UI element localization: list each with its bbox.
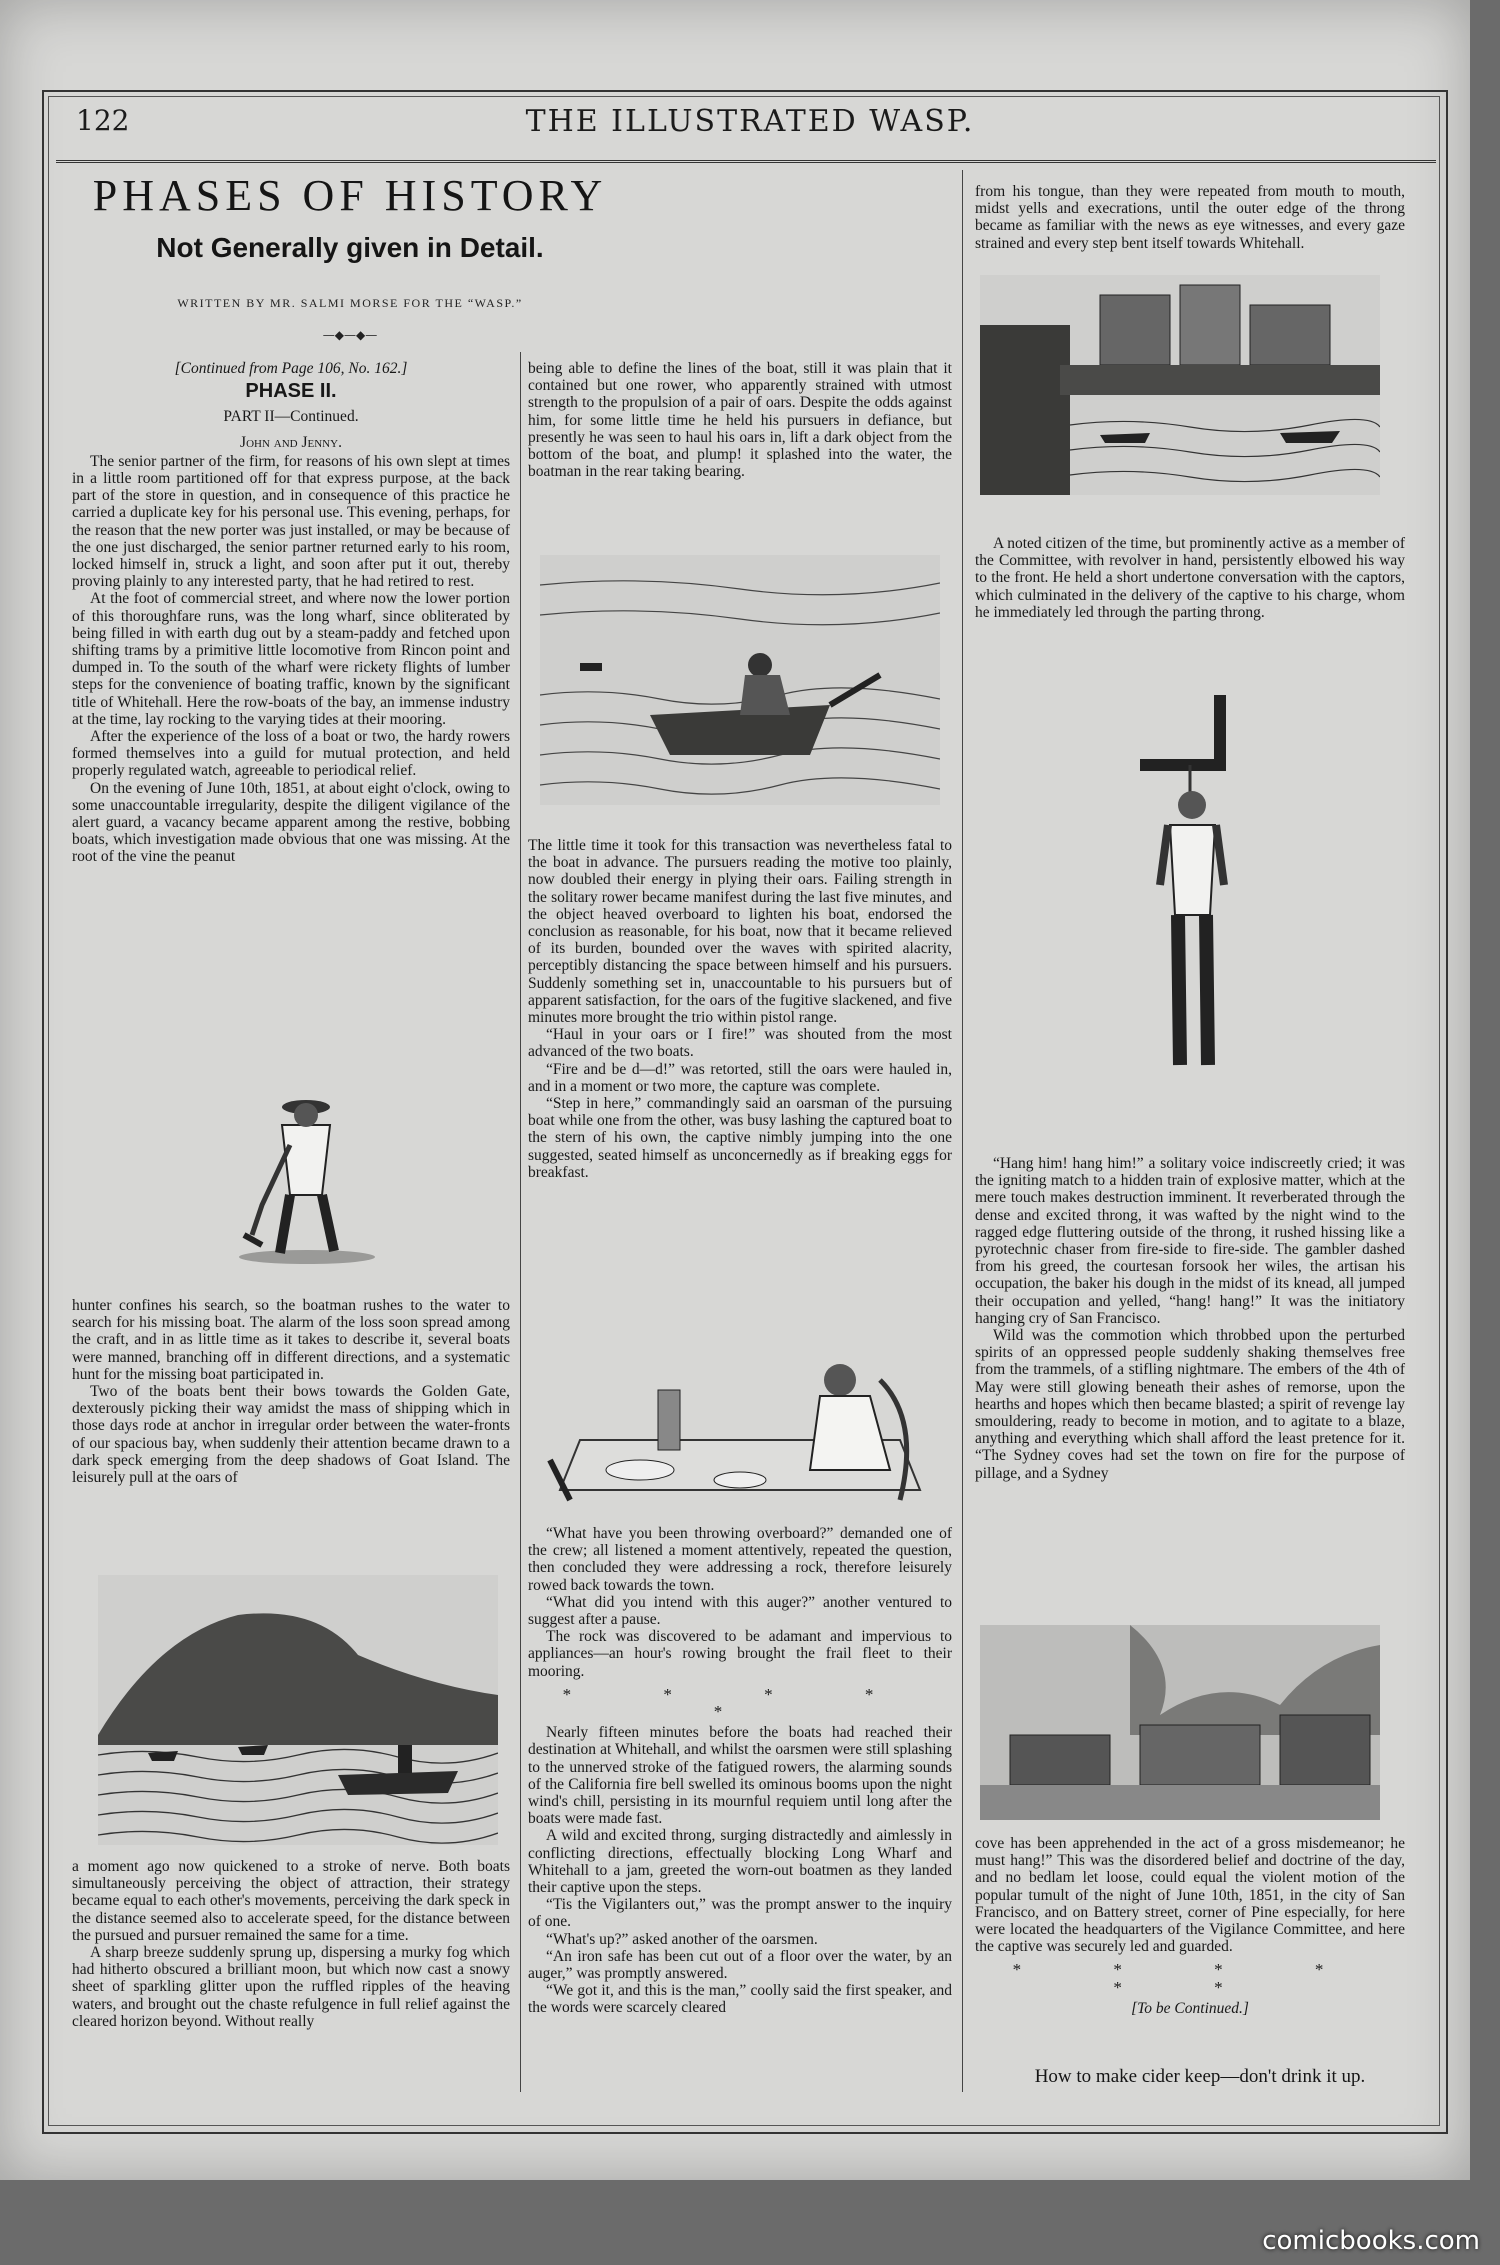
paragraph: “An iron safe has been cut out of a floor over the water, by an auger,” was promptly answered. — [528, 1947, 952, 1983]
paragraph: being able to define the lines of the boat, still it was plain that it contained but one rower, who apparently strained with utmost strength to the propulsion of a pair of oars. Despite the odds against him, for some little time he held his pursuers in defiance, but presently he was seen to haul his oars in, lift a dark object from the bottom of the boat, and plump! it splashed into the water, the boatman in the rear taking bearing. — [528, 360, 952, 481]
paragraph: Wild was the commotion which throbbed upon the perturbed spirits of an oppressed people suddenly shaking themselves free from the trammels, of a stifling nightmare. The embers of the 4th of May were still glowing beneath their ashes of remorse, upon the hearths and hopes which then became blasted; a spirit of revenge lay smouldering, ready to become in motion, and to agitate to a blaze, anything and everything which shall afford the least pretence for it. “The Sydney coves had set the town on fire for the purpose of pillage, and a Sydney — [975, 1327, 1405, 1482]
continued-from: [Continued from Page 106, No. 162.] — [174, 360, 408, 377]
paragraph: “We got it, and this is the man,” coolly said the first speaker, and the words were scarcely cleared — [528, 1982, 952, 2017]
column-2 — [528, 360, 952, 480]
paragraph: cove has been apprehended in the act of a gross misdemeanor; he must hang!” This was the disordered belief and doctrine of the day, and no bedlam let loose, could equal the violent motion of the popular tumult of the night of June 10th, 1851, in the city of San Francisco, and on Battery street, corner of Pine especially, for here were located the headquarters of the Vigilance Committee, and here the captive was securely led and guarded. — [975, 1835, 1405, 1956]
paragraph: On the evening of June 10th, 1851, at about eight o'clock, owing to some unaccountable irregularity, despite the diligent vigilance of the alert guard, a vacancy became apparent among the restive, bobbing boats, which investigation made obvious that one was missing. At the root of the vine the peanut — [72, 779, 510, 866]
article-subtitle: Not Generally given in Detail. — [156, 232, 544, 263]
paragraph: The rock was discovered to be adamant and impervious to appliances—an hour's rowing brought the frail fleet to their mooring. — [528, 1628, 952, 1680]
paragraph: “What have you been throwing overboard?” demanded one of the crew; all listened a moment attentively, repeated the question, then concluded they were addressing a rock, therefore leisurely rowed back towards the town. — [528, 1525, 952, 1594]
section-break-stars: * * * * * * — [1012, 1960, 1368, 1997]
column-3 — [975, 183, 1405, 252]
column-3-middle — [975, 1155, 1405, 1482]
article-title: PHASES OF HISTORY — [92, 171, 608, 220]
column-3-continued — [975, 535, 1405, 621]
page-number: 122 — [76, 104, 130, 137]
paragraph: A noted citizen of the time, but prominently active as a member of the Committee, with revolver in hand, persistently elbowed his way to the front. He held a short undertone conversation with the captors, which culminated in the delivery of the captive to his charge, whom he immediately led through the parting throng. — [975, 535, 1405, 621]
column-3-bottom — [975, 1835, 1405, 2017]
paragraph: A wild and excited throng, surging distractedly and aimlessly in conflicting directions, effectually blocking Long Wharf and Whitehall to a jam, greeted the worn-out boatmen as they landed their captive upon the steps. — [528, 1827, 952, 1897]
woman-at-breakfast-illustration — [540, 1340, 940, 1515]
paragraph: At the foot of commercial street, and where now the lower portion of this thoroughfare runs, was the long wharf, since obliterated by being filled in with earth dug out by a steam-paddy and fetched upon shifting trams by a primitive little locomotive from Rincon point and dumped in. To the south of the wharf were rickety flights of lumber steps for the convenience of boating traffic, known by the significant title of Whitehall. Here the row-boats of the bay, an immense industry at the time, lay rocking to the varying tides at their mooring. — [72, 590, 510, 728]
column-1-bottom — [72, 1858, 510, 2030]
paragraph: A sharp breeze suddenly sprung up, dispersing a murky fog which had hitherto obscured a brilliant moon, but which now cast a snowy sheet of sparkling glitter upon the ruffled ripples of the heaving waters, and brought out the chaste refulgence in full relief against the cleared horizon beyond. Without really — [72, 1944, 510, 2030]
paragraph: The senior partner of the firm, for reasons of his own slept at times in a little room partitioned off for that express purpose, at the back part of the store in question, and in consequence of this practice he carried a duplicate key for his personal use. This evening, perhaps, for the reason that the new porter was just installed, or may be because of the one just discharged, the senior partner returned early to his room, locked himself in, struck a light, and soon after put it out, thereby proving plainly to any interested party, that he had retired to rest. — [72, 452, 510, 591]
watermark-text: comicbooks.com — [1262, 2226, 1480, 2256]
section-break-stars: * * * * * — [562, 1684, 918, 1722]
rower-dropping-object-illustration — [540, 555, 940, 805]
running-head: THE ILLUSTRATED WASP. — [525, 104, 975, 139]
paragraph: Nearly fifteen minutes before the boats had reached their destination at Whitehall, and whilst the oarsmen were still splashing to the unnerved stroke of the fatigued rowers, the alarming sounds of the California fire bell swelled its ominous booms upon the night wind's chill, persisting in its mournful requiem until long after the boats were made fast. — [528, 1724, 952, 1828]
phase-heading: PHASE II. — [245, 380, 337, 403]
title-ornament: —◆—◆— — [322, 328, 378, 342]
section-heading: John and Jenny. — [240, 433, 342, 451]
city-fire-illustration — [980, 1625, 1380, 1820]
paragraph: The little time it took for this transaction was nevertheless fatal to the boat in advance. The pursuers reading the motive too plainly, now doubled their energy in plying their oars. Failing strength in the solitary rower became manifest during the last five minutes, and the object heaved overboard to lighten his boat, endorsed the conclusion as reasonable, for his boat, now that it became relieved of its burden, bounded over the waves with spirited alacrity, perceptibly distancing the space between himself and his pursuers. Suddenly something set in, unaccountable to his pursuers but of apparent satisfaction, for the oars of the fugitive slackened, and five minutes more brought the trio within pistol range. — [528, 837, 952, 1027]
wharf-crowd-illustration — [980, 275, 1380, 495]
peanut-hunter-illustration — [222, 1085, 382, 1265]
paragraph: hunter confines his search, so the boatman rushes to the water to search for his missing boat. The alarm of the loss soon spread among the craft, and in as little time as it takes to describe it, several boats were manned, branching off in different directions, and a systematic hunt for the missing boat participated in. — [72, 1297, 510, 1383]
paragraph: “What's up?” asked another of the oarsmen. — [546, 1930, 818, 1948]
byline: WRITTEN BY MR. SALMI MORSE FOR THE “WASP.” — [177, 296, 523, 310]
column-2-bottom — [528, 1525, 952, 2017]
goat-island-boat-illustration — [98, 1575, 498, 1845]
column-1 — [72, 360, 510, 866]
paragraph: “Tis the Vigilanters out,” was the prompt answer to the inquiry of one. — [528, 1896, 952, 1931]
paragraph: “Haul in your oars or I fire!” was shouted from the most advanced of the two boats. — [528, 1026, 952, 1061]
column-divider-1 — [520, 352, 521, 2092]
paragraph: “Fire and be d—d!” was retorted, still the oars were hauled in, and in a moment or two more, the capture was complete. — [528, 1060, 952, 1095]
paragraph: After the experience of the loss of a boat or two, the hardy rowers formed themselves into a guild for mutual protection, and held properly regulated watch, agreeable to periodical relief. — [72, 728, 510, 780]
paragraph: Two of the boats bent their bows towards the Golden Gate, dexterously picking their way amidst the mass of shipping which in those days rode at anchor in irregular order between the water-fronts of our spacious bay, when suddenly their attention became drawn to a dark speck emerging from the deep shadows of Goat Island. The leisurely pull at the oars of — [72, 1383, 510, 1487]
header-rule — [56, 160, 1436, 163]
part-heading: PART II—Continued. — [223, 408, 359, 426]
paragraph: “What did you intend with this auger?” another ventured to suggest after a pause. — [528, 1593, 952, 1629]
to-be-continued: [To be Continued.] — [1131, 1999, 1249, 2017]
hanging-man-illustration — [1120, 685, 1270, 1105]
footer-joke: How to make cider keep—don't drink it up. — [1034, 2066, 1366, 2087]
paragraph: from his tongue, than they were repeated from mouth to mouth, midst yells and execrations, until the outer edge of the throng became as familiar with the news as eye witnesses, and every gaze strained and every step bent itself towards Whitehall. — [975, 183, 1405, 252]
paragraph: a moment ago now quickened to a stroke of nerve. Both boats simultaneously perceiving the object of attraction, their strategy became equal to each other's movements, perceiving the dark speck in the distance seemed also to accelerate speed, for the distance between the pursued and pursuer remained the same for a time. — [72, 1858, 510, 1944]
column-1-continued — [72, 1297, 510, 1486]
column-2-continued — [528, 837, 952, 1181]
paragraph: “Hang him! hang him!” a solitary voice indiscreetly cried; it was the igniting match to a hidden train of explosive matter, which at the mere touch makes destruction imminent. It reverberated through the dense and excited throng, it was wafted by the night wind to the ragged edge fluttering outside of the throng, it rushed hissing like a pyrotechnic chaser from fire-side to fire-side. The gambler dashed from his greed, the courtesan forsook her wiles, the artisan his occupation, the baker his dough in the midst of its knead, all jumped their occupation and yelled, “hang! hang!” It was the initiatory hanging cry of San Francisco. — [975, 1155, 1405, 1327]
paragraph: “Step in here,” commandingly said an oarsman of the pursuing boat while one from the other, was busy lashing the captured boat to the stern of his own, the captive nimbly jumping into the one suggested, seated himself as unconcernedly as if breaking eggs for breakfast. — [528, 1095, 952, 1181]
column-divider-2 — [962, 170, 963, 2092]
